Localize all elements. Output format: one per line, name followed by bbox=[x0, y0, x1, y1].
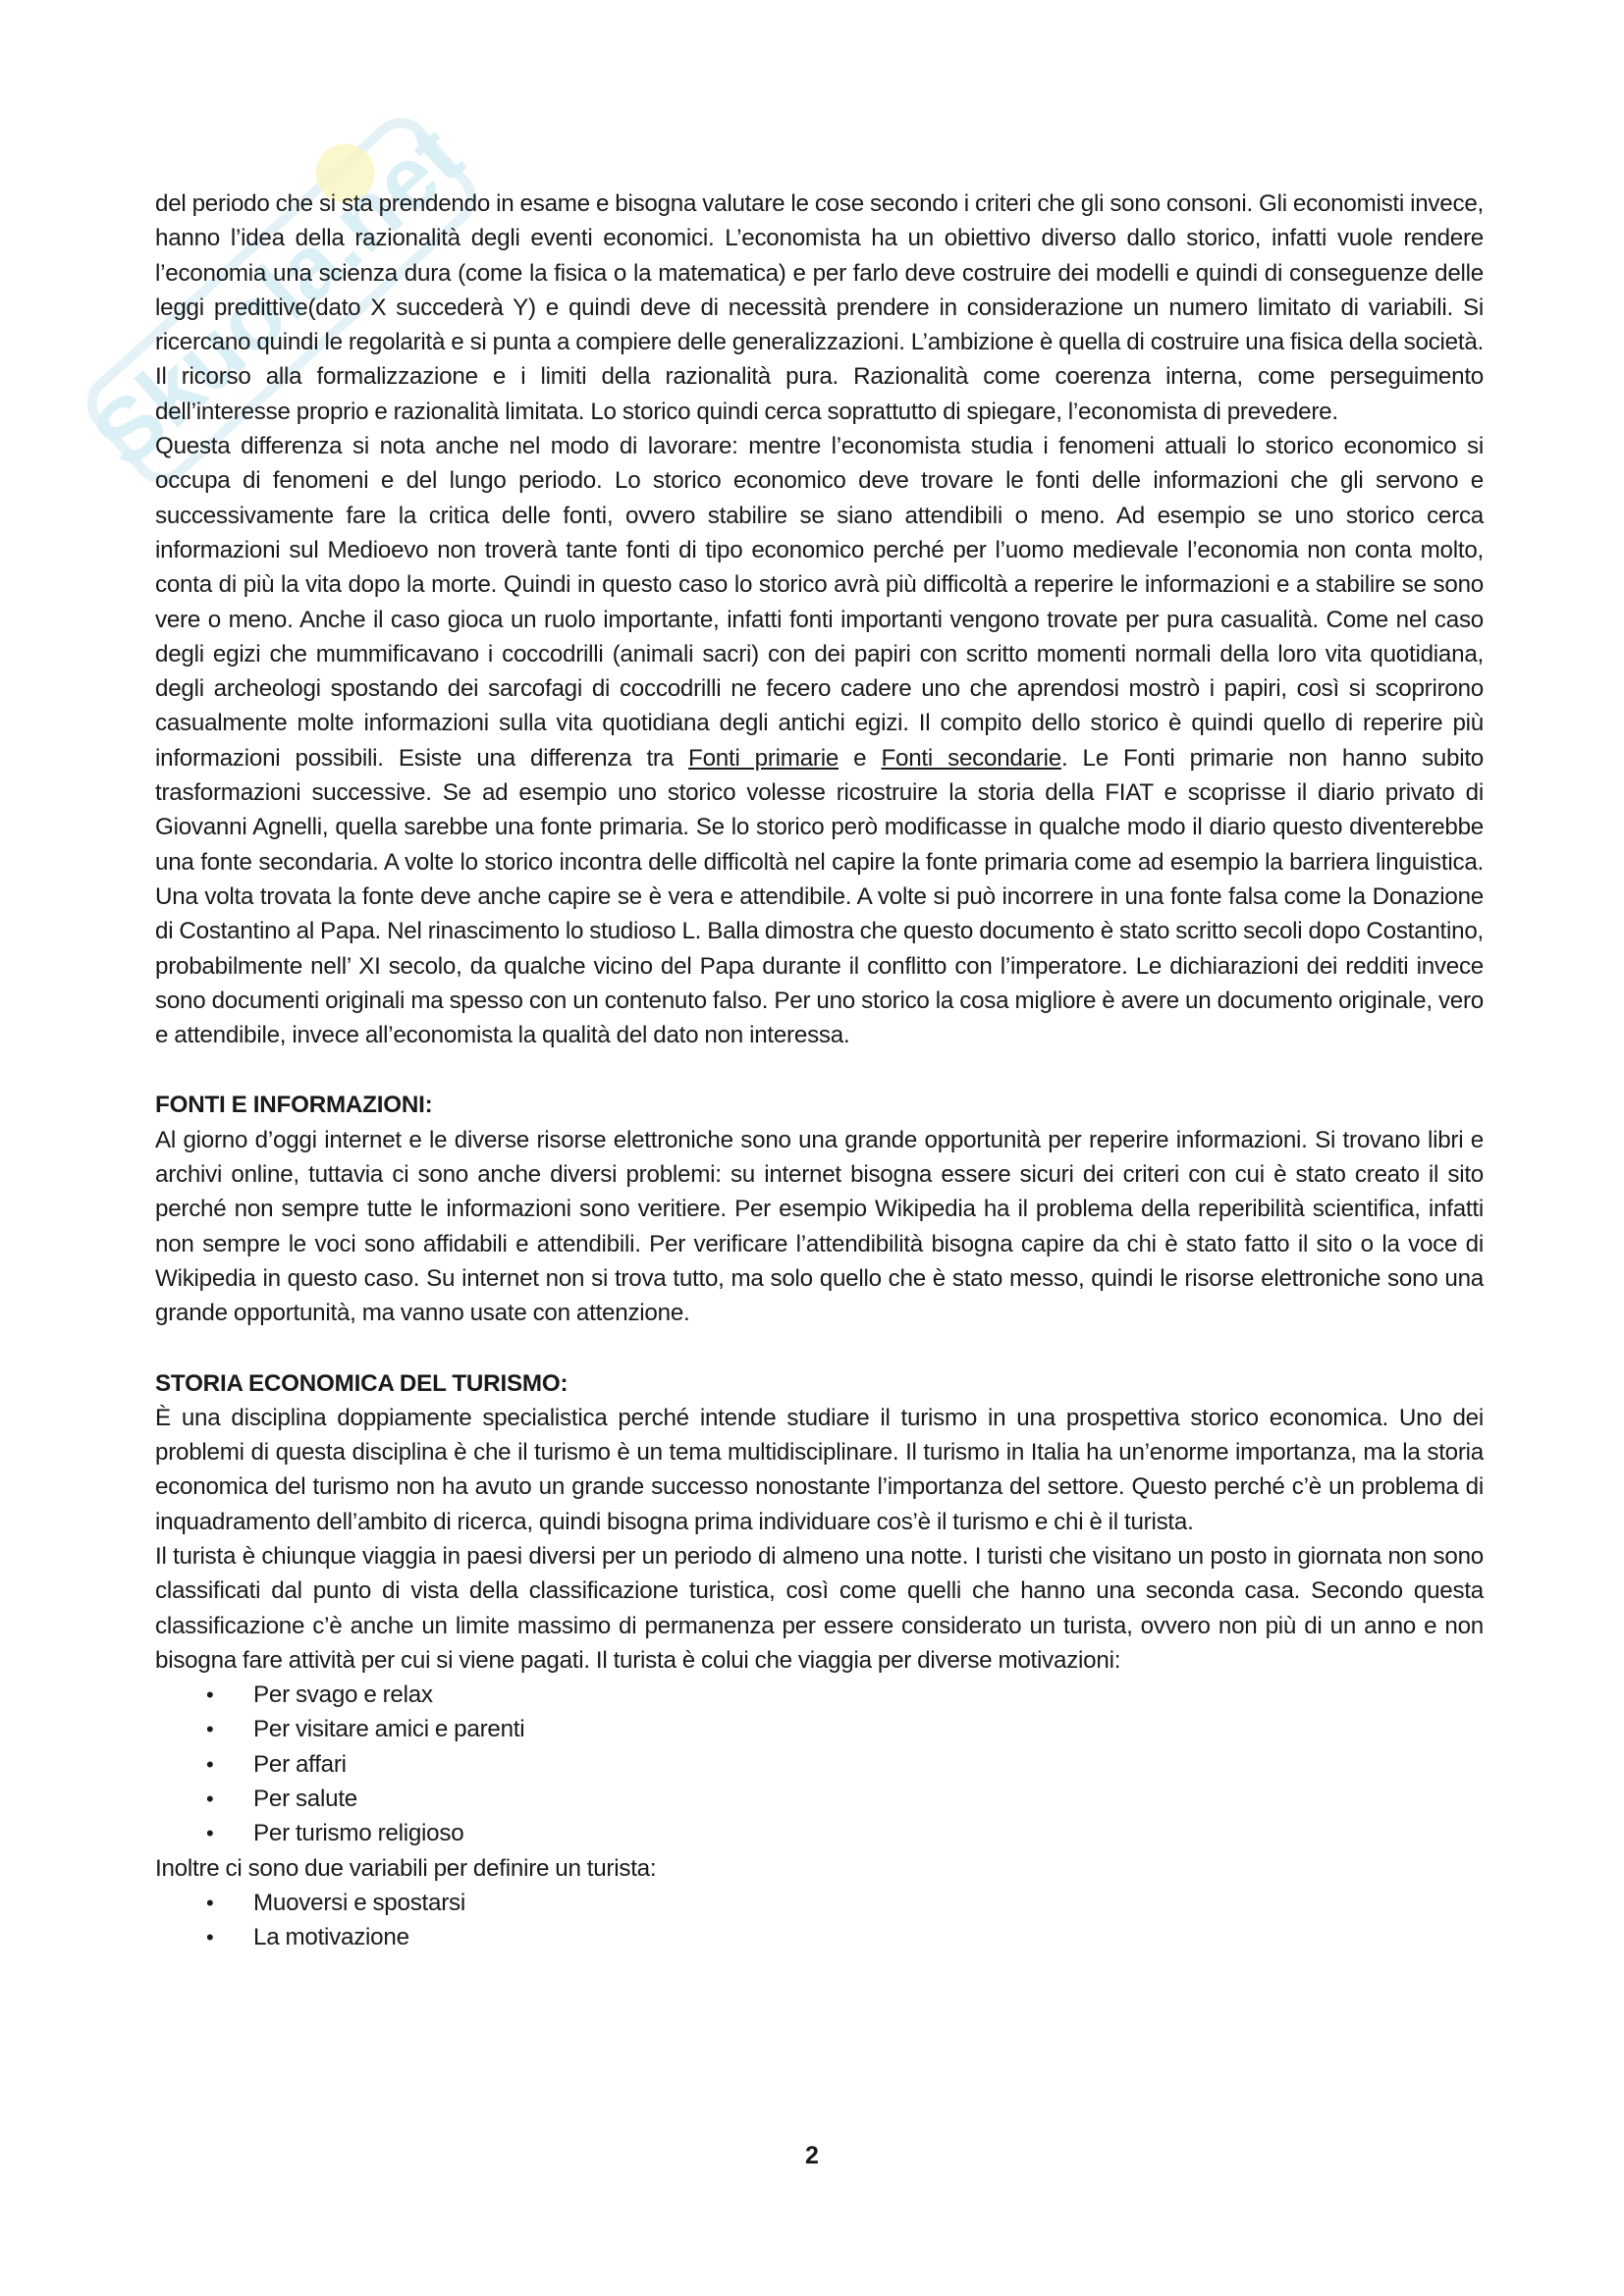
watermark-text: Skuola.net bbox=[74, 106, 481, 487]
page-number: 2 bbox=[805, 2142, 819, 2169]
fonti-secondarie-term: Fonti secondarie bbox=[881, 744, 1061, 772]
list-item: • Per visitare amici e parenti bbox=[155, 1712, 1484, 1746]
paragraph-4: È una disciplina doppiamente specialistica perché intende studiare il turismo in una prospettiva storico economica. Uno dei problemi di questa disciplina è che il turismo è un tema multidisciplinare. Il turismo in Italia ha un’enorme importanza, ma la storia economica del turismo non ha avuto un grande successo nonostante l’importanza del settore. Questo perché c’è un problema di inquadramento dell’ambito di ricerca, quindi bisogna prima individuare cos’è il turismo e chi è il turista. bbox=[155, 1404, 1484, 1535]
paragraph-2-text-a: Questa differenza si nota anche nel modo di lavorare: mentre l’economista studia i fenomeni attuali lo storico economico si occupa di fenomeni e del lungo periodo. Lo storico economico deve trovare le fonti delle informazioni che gli servono e successivamente fare la critica delle fonti, ovvero stabilire se siano attendibili o meno. Ad esempio se uno storico cerca informazioni sul Medioevo non troverà tante fonti di tipo economico perché per l’uomo medievale l’economia non conta molto, conta di più la vita dopo la morte. Quindi in questo caso lo storico avrà più difficoltà a reperire le informazioni e a stabilire se sono vere o meno. Anche il caso gioca un ruolo importante, infatti fonti importanti vengono trovate per pura casualità. Come nel caso degli egizi che mummificavano i coccodrilli (animali sacri) con dei papiri con scritto momenti normali della loro vita quotidiana, degli archeologi spostando dei sarcofagi di coccodrilli ne fecero cadere uno che aprendosi mostrò i papiri, così si scoprirono casualmente molte informazioni sulla vita quotidiana degli antichi egizi. Il compito dello storico è quindi quello di reperire più informazioni possibili. Esiste una differenza tra bbox=[155, 433, 1484, 772]
list-item: • Per turismo religioso bbox=[155, 1816, 1484, 1850]
list-item: • Muoversi e spostarsi bbox=[155, 1886, 1484, 1920]
list-item: • Per salute bbox=[155, 1782, 1484, 1816]
fonti-primarie-term: Fonti primarie bbox=[688, 744, 839, 772]
document-body bbox=[155, 187, 1484, 1955]
paragraph-3: Al giorno d’oggi internet e le diverse risorse elettroniche sono una grande opportunità per reperire informazioni. Si trovano libri e archivi online, tuttavia ci sono anche diversi problemi: su internet bisogna essere sicuri dei criteri con cui è stato creato il sito perché non sempre tutte le informazioni sono veritiere. Per esempio Wikipedia ha il problema della reperibilità scientifica, infatti non sempre le voci sono affidabili e attendibili. Per verificare l’attendibilità bisogna capire da chi è stato fatto il sito o la voce di Wikipedia in questo caso. Su internet non si trova tutto, ma solo quello che è stato messo, quindi le risorse elettroniche sono una grande opportunità, ma vanno usate con attenzione. bbox=[155, 1126, 1484, 1327]
paragraph-5: Il turista è chiunque viaggia in paesi diversi per un periodo di almeno una notte. I turisti che visitano un posto in giornata non sono classificati dal punto di vista della classificazione turistica, così come quelli che hanno una seconda casa. Secondo questa classificazione c’è anche un limite massimo di permanenza per essere considerato un turista, ovvero non più di un anno e non bisogna fare attività per cui si viene pagati. Il turista è colui che viaggia per diverse motivazioni: bbox=[155, 1542, 1484, 1674]
variabili-list bbox=[155, 1886, 1484, 1955]
paragraph-2 bbox=[155, 429, 1484, 1052]
heading-fonti-informazioni: FONTI E INFORMAZIONI: bbox=[155, 1092, 433, 1119]
list-item: • La motivazione bbox=[155, 1920, 1484, 1954]
paragraph-1: del periodo che si sta prendendo in esame e bisogna valutare le cose secondo i criteri che gli sono consoni. Gli economisti invece, hanno l’idea della razionalità degli eventi economici. L’economista ha un obiettivo diverso dallo storico, infatti vuole rendere l’economia una scienza dura (come la fisica o la matematica) e per farlo deve costruire dei modelli e quindi di conseguenze delle leggi predittive(dato X succederà Y) e quindi deve di necessità prendere in considerazione un numero limitato di variabili. Si ricercano quindi le regolarità e si punta a compiere delle generalizzazioni. L’ambizione è quella di costruire una fisica della società. Il ricorso alla formalizzazione e i limiti della razionalità pura. Razionalità come coerenza interna, come perseguimento dell’interesse proprio e razionalità limitata. Lo storico quindi cerca soprattutto di spiegare, l’economista di prevedere. bbox=[155, 190, 1484, 425]
list-item: • Per affari bbox=[155, 1747, 1484, 1782]
paragraph-2-conjunction: e bbox=[839, 744, 882, 772]
motivazioni-list bbox=[155, 1678, 1484, 1850]
heading-storia-turismo: STORIA ECONOMICA DEL TURISMO: bbox=[155, 1369, 568, 1397]
paragraph-6: Inoltre ci sono due variabili per definire un turista: bbox=[155, 1854, 657, 1882]
paragraph-2-text-b: . Le Fonti primarie non hanno subito trasformazioni successive. Se ad esempio uno storico volesse ricostruire la storia della FIAT e scoprisse il diario privato di Giovanni Agnelli, quella sarebbe una fonte primaria. Se lo storico però modificasse in qualche modo il diario questo diventerebbe una fonte secondaria. A volte lo storico incontra delle difficoltà nel capire la fonte primaria come ad esempio la barriera linguistica. Una volta trovata la fonte deve anche capire se è vera e attendibile. A volte si può incorrere in una fonte falsa come la Donazione di Costantino al Papa. Nel rinascimento lo studioso L. Balla dimostra che questo documento è stato scritto secoli dopo Costantino, probabilmente nell’ XI secolo, da qualche vicino del Papa durante il conflitto con l’imperatore. Le dichiarazioni dei redditi invece sono documenti originali ma spesso con un contenuto falso. Per uno storico la cosa migliore è avere un documento originale, vero e attendibile, invece all’economista la qualità del dato non interessa. bbox=[155, 744, 1485, 1049]
list-item: • Per svago e relax bbox=[155, 1678, 1484, 1712]
